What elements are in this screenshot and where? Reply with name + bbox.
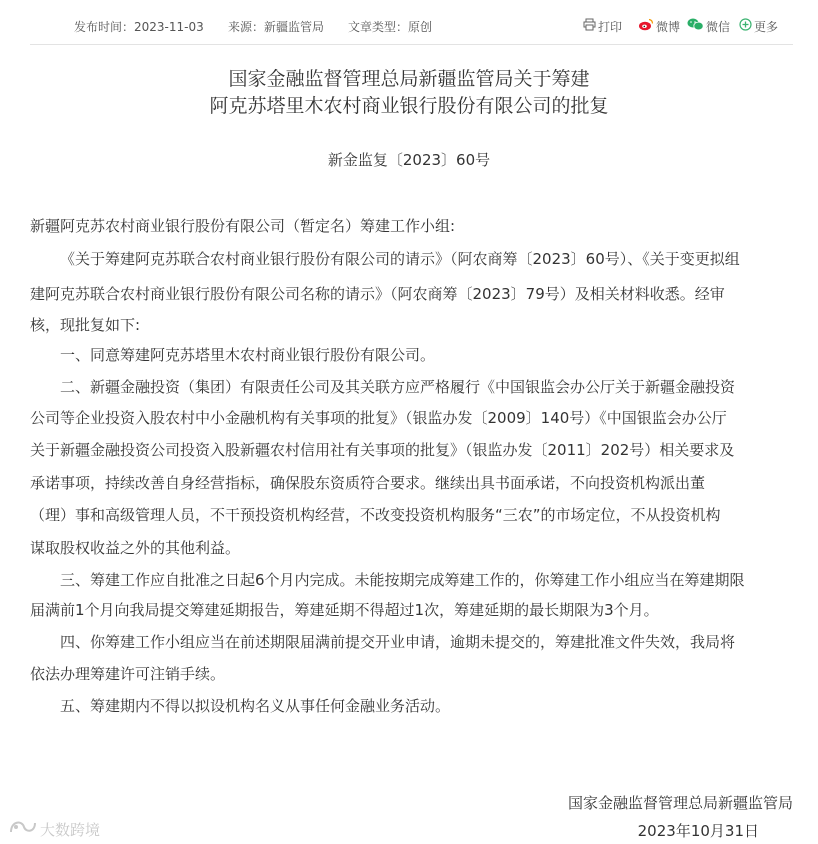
more-share-button[interactable] [739,18,778,35]
print-button[interactable] [583,18,622,35]
article-meta-bar [30,0,793,45]
weibo-label: 微博 [656,19,681,34]
document-number: 新金监复〔2023〕60号 [327,151,491,169]
wechat-icon [687,18,706,35]
item-3-line-2: 届满前1个月向我局提交筹建延期报告，筹建延期不得超过1次，筹建延期的最长期限为3个月。 [30,601,659,619]
source: 来源：新疆监管局 [228,20,325,34]
intro-line-2: 建阿克苏联合农村商业银行股份有限公司名称的请示》（阿农商筹〔2023〕79号）及相关材料收悉。经审 [30,285,725,303]
weibo-icon [638,18,656,35]
ds-logo-icon [8,818,38,840]
wechat-label: 微信 [706,19,731,34]
plus-circle-icon [739,18,754,35]
publish-time: 发布时间：2023-11-03 [74,20,204,34]
weibo-share-button[interactable] [638,18,680,35]
print-label: 打印 [598,19,623,34]
doc-type: 文章类型：原创 [348,20,433,34]
watermark [8,818,100,840]
item-2-line-3: 关于新疆金融投资公司投资入股新疆农村信用社有关事项的批复》（银监办发〔2011〕202号）相关要求及 [30,441,735,459]
item-2-line-5: （理）事和高级管理人员，不干预投资机构经营，不改变投资机构服务“三农”的市场定位，不从投资机构 [30,506,721,524]
item-2-line-2: 公司等企业投资入股农村中小金融机构有关事项的批复》（银监办发〔2009〕140号）《中国银监会办公厅 [30,409,727,427]
item-4-line-2: 依法办理筹建许可注销手续。 [30,665,226,683]
item-2-line-1: 二、新疆金融投资（集团）有限责任公司及其关联方应严格履行《中国银监会办公厅关于新疆金融投资 [60,378,736,396]
more-label: 更多 [754,19,779,34]
print-icon [583,18,598,35]
salutation: 新疆阿克苏农村商业银行股份有限公司（暂定名）筹建工作小组: [30,217,456,235]
item-2-line-4: 承诺事项，持续改善自身经营指标，确保股东资质符合要求。继续出具书面承诺，不向投资机构派出董 [30,474,706,492]
item-5: 五、筹建期内不得以拟设机构名义从事任何金融业务活动。 [60,697,451,715]
intro-line-1: 《关于筹建阿克苏联合农村商业银行股份有限公司的请示》（阿农商筹〔2023〕60号）、《关于变更拟组 [60,250,740,268]
document-title-line-1: 国家金融监督管理总局新疆监管局关于筹建 [228,68,590,90]
item-2-line-6: 谋取股权收益之外的其他利益。 [30,539,241,557]
wechat-share-button[interactable] [687,18,730,35]
item-4-line-1: 四、你筹建工作小组应当在前述期限届满前提交开业申请，逾期未提交的，筹建批准文件失效，我局将 [60,633,736,651]
intro-line-3: 核，现批复如下: [30,316,141,334]
signature-org: 国家金融监督管理总局新疆监管局 [567,794,793,812]
document-title-line-2: 阿克苏塔里木农村商业银行股份有限公司的批复 [209,95,609,117]
signature-date: 2023年10月31日 [637,822,759,840]
watermark-text: 大数跨境 [40,820,101,839]
item-3-line-1: 三、筹建工作应自批准之日起6个月内完成。未能按期完成筹建工作的，你筹建工作小组应当在筹建期限 [60,571,745,589]
item-1: 一、同意筹建阿克苏塔里木农村商业银行股份有限公司。 [60,346,436,364]
